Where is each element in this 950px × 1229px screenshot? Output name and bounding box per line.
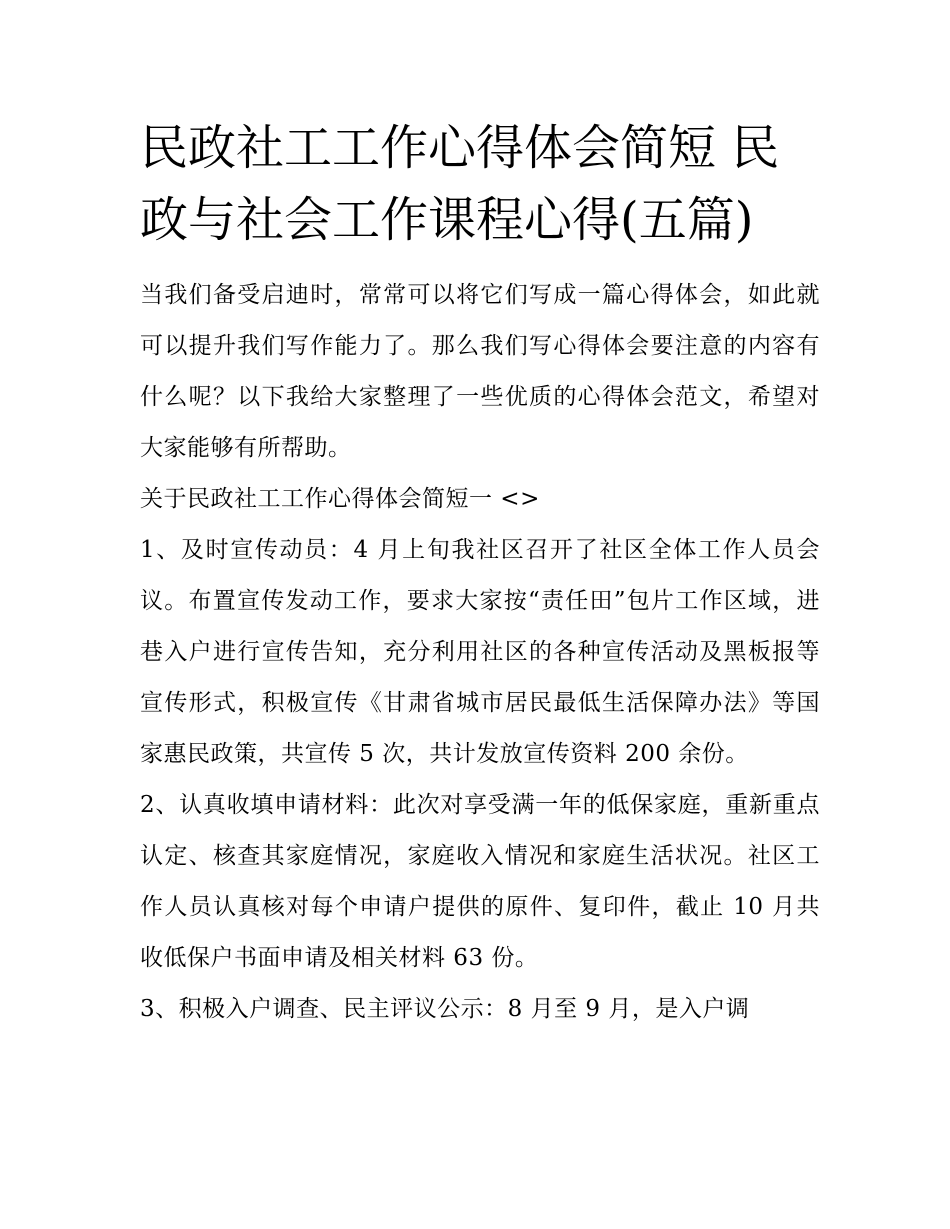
document-body (140, 112, 820, 1035)
item-paragraph-3: 3、积极入户调查、民主评议公示：8 月至 9 月，是入户调 (140, 996, 750, 1022)
item-paragraph-1: 1、及时宣传动员：4 月上旬我社区召开了社区全体工作人员会议。布置宣传发动工作，要求大家按“责任田”包片工作区域，进巷入户进行宣传告知，充分利用社区的各种宣传活动及黑板报等宣传形式，积极宣传《甘肃省城市居民最低生活保障办法》等国家惠民政策，共宣传 5 次，共计发放宣传资料 200 余份。 (140, 537, 820, 767)
section-heading: 关于民政社工工作心得体会简短一 <> (140, 486, 540, 512)
item-paragraph-2: 2、认真收填申请材料：此次对享受满一年的低保家庭，重新重点认定、核查其家庭情况，家庭收入情况和家庭生活状况。社区工作人员认真核对每个申请户提供的原件、复印件，截止 10 月共收低保户书面申请及相关材料 63 份。 (140, 792, 820, 971)
intro-paragraph: 当我们备受启迪时，常常可以将它们写成一篇心得体会，如此就可以提升我们写作能力了。那么我们写心得体会要注意的内容有什么呢？以下我给大家整理了一些优质的心得体会范文，希望对大家能够有所帮助。 (140, 282, 820, 461)
document-title: 民政社工工作心得体会简短 民政与社会工作课程心得(五篇) (140, 120, 780, 248)
